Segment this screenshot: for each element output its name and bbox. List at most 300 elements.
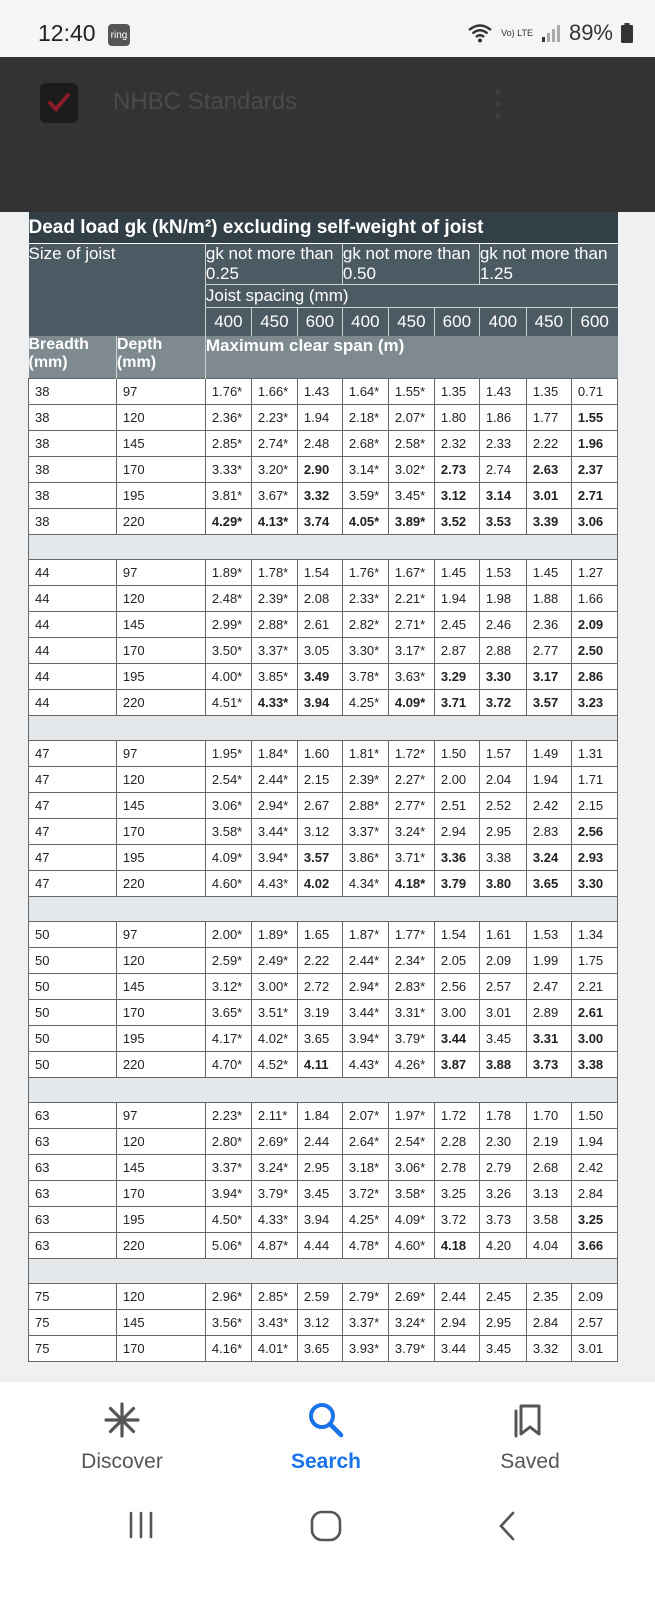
table-title: Dead load gk (kN/m²) excluding self-weight of joist (29, 212, 618, 244)
span-cell: 4.78* (342, 1233, 388, 1259)
table-row (29, 845, 618, 871)
span-cell: 3.67* (251, 483, 297, 509)
span-cell: 2.99* (205, 612, 251, 638)
span-cell: 1.94 (571, 1129, 617, 1155)
span-cell: 3.44* (342, 1000, 388, 1026)
span-cell: 2.94 (434, 819, 479, 845)
span-cell: 2.64* (342, 1129, 388, 1155)
span-cell: 3.59* (342, 483, 388, 509)
recent-apps-icon[interactable] (128, 1510, 154, 1540)
span-cell: 1.67* (388, 560, 434, 586)
span-cell: 3.80 (479, 871, 526, 897)
span-cell: 2.71 (571, 483, 617, 509)
span-cell: 1.71 (571, 767, 617, 793)
span-cell: 4.43* (342, 1052, 388, 1078)
span-cell: 1.86 (479, 405, 526, 431)
span-cell: 3.19 (297, 1000, 342, 1026)
table-row (29, 793, 618, 819)
status-indicators (467, 20, 633, 46)
span-cell: 3.45* (388, 483, 434, 509)
span-cell: 3.93* (342, 1336, 388, 1362)
depth-cell: 97 (116, 560, 205, 586)
spacing-header: 450 (526, 308, 571, 337)
status-bar (0, 0, 655, 57)
depth-cell: 220 (116, 509, 205, 535)
span-cell: 3.56* (205, 1310, 251, 1336)
breadth-cell: 38 (29, 509, 117, 535)
max-span-header: Maximum clear span (m) (205, 336, 617, 379)
span-cell: 2.95 (479, 1310, 526, 1336)
table-row (29, 431, 618, 457)
span-cell: 1.61 (479, 922, 526, 948)
span-cell: 2.48* (205, 586, 251, 612)
span-cell: 1.84* (251, 741, 297, 767)
span-cell: 3.14* (342, 457, 388, 483)
span-cell: 2.56 (571, 819, 617, 845)
table-row (29, 922, 618, 948)
app-title: NHBC Standards (113, 88, 298, 115)
group-separator (29, 1078, 618, 1103)
span-cell: 3.14 (479, 483, 526, 509)
span-cell: 3.49 (297, 664, 342, 690)
span-cell: 3.24* (388, 1310, 434, 1336)
span-cell: 2.90 (297, 457, 342, 483)
span-cell: 2.00 (434, 767, 479, 793)
span-cell: 2.09 (479, 948, 526, 974)
span-cell: 2.88* (251, 612, 297, 638)
span-cell: 3.32 (297, 483, 342, 509)
nav-search[interactable] (256, 1382, 396, 1474)
span-cell: 2.56 (434, 974, 479, 1000)
table-row (29, 1233, 618, 1259)
span-cell: 4.34* (342, 871, 388, 897)
span-cell: 1.50 (571, 1103, 617, 1129)
span-cell: 3.87 (434, 1052, 479, 1078)
span-cell: 2.28 (434, 1129, 479, 1155)
span-cell: 2.74* (251, 431, 297, 457)
span-cell: 3.30 (479, 664, 526, 690)
span-cell: 3.89* (388, 509, 434, 535)
span-cell: 2.39* (342, 767, 388, 793)
table-row (29, 974, 618, 1000)
span-cell: 2.82* (342, 612, 388, 638)
depth-cell: 220 (116, 1233, 205, 1259)
breadth-cell: 50 (29, 1000, 117, 1026)
span-cell: 3.58 (526, 1207, 571, 1233)
nav-saved[interactable] (460, 1382, 600, 1474)
span-cell: 3.94* (342, 1026, 388, 1052)
span-cell: 2.89 (526, 1000, 571, 1026)
span-cell: 1.45 (434, 560, 479, 586)
breadth-cell: 47 (29, 793, 117, 819)
span-cell: 3.00 (571, 1026, 617, 1052)
span-cell: 3.06* (388, 1155, 434, 1181)
span-cell: 3.17 (526, 664, 571, 690)
depth-cell: 170 (116, 1336, 205, 1362)
depth-cell: 145 (116, 431, 205, 457)
span-cell: 2.95 (479, 819, 526, 845)
depth-cell: 195 (116, 664, 205, 690)
span-cell: 1.64* (342, 379, 388, 405)
span-cell: 4.44 (297, 1233, 342, 1259)
span-cell: 1.65 (297, 922, 342, 948)
back-icon[interactable] (497, 1510, 517, 1542)
spacing-header: 600 (297, 308, 342, 337)
table-row (29, 405, 618, 431)
breadth-cell: 44 (29, 586, 117, 612)
span-cell: 1.89* (251, 922, 297, 948)
table-row (29, 948, 618, 974)
span-cell: 4.16* (205, 1336, 251, 1362)
breadth-cell: 63 (29, 1181, 117, 1207)
table-row (29, 1310, 618, 1336)
depth-cell: 120 (116, 767, 205, 793)
span-cell: 3.44 (434, 1336, 479, 1362)
span-cell: 2.23* (205, 1103, 251, 1129)
span-cell: 2.94* (251, 793, 297, 819)
bottom-navigation (0, 1382, 655, 1600)
table-row (29, 509, 618, 535)
span-cell: 1.43 (479, 379, 526, 405)
span-cell: 3.79* (388, 1026, 434, 1052)
span-cell: 3.37* (342, 819, 388, 845)
depth-cell: 195 (116, 845, 205, 871)
span-cell: 3.50* (205, 638, 251, 664)
depth-cell: 170 (116, 1181, 205, 1207)
span-cell: 4.09* (388, 1207, 434, 1233)
span-cell: 4.04 (526, 1233, 571, 1259)
table-row (29, 586, 618, 612)
span-cell: 3.86* (342, 845, 388, 871)
span-cell: 2.84 (526, 1310, 571, 1336)
span-cell: 3.58* (388, 1181, 434, 1207)
table-row (29, 1284, 618, 1310)
span-cell: 3.24* (388, 819, 434, 845)
depth-cell: 120 (116, 405, 205, 431)
span-cell: 2.07* (342, 1103, 388, 1129)
breadth-cell: 50 (29, 974, 117, 1000)
bookmarks-icon (510, 1400, 550, 1440)
depth-cell: 120 (116, 1284, 205, 1310)
span-cell: 5.06* (205, 1233, 251, 1259)
span-cell: 2.18* (342, 405, 388, 431)
span-cell: 2.44 (297, 1129, 342, 1155)
span-cell: 3.06 (571, 509, 617, 535)
span-cell: 3.24* (251, 1155, 297, 1181)
span-cell: 3.00* (251, 974, 297, 1000)
table-row (29, 1207, 618, 1233)
span-cell: 4.11 (297, 1052, 342, 1078)
depth-cell: 220 (116, 690, 205, 716)
spacing-header: 600 (434, 308, 479, 337)
breadth-cell: 38 (29, 457, 117, 483)
asterisk-icon (102, 1400, 142, 1440)
breadth-cell: 75 (29, 1310, 117, 1336)
span-cell: 3.30 (571, 871, 617, 897)
spacing-header: 400 (479, 308, 526, 337)
depth-cell: 145 (116, 974, 205, 1000)
span-cell: 3.06* (205, 793, 251, 819)
span-cell: 3.65 (526, 871, 571, 897)
depth-cell: 120 (116, 586, 205, 612)
span-cell: 1.53 (479, 560, 526, 586)
span-cell: 3.13 (526, 1181, 571, 1207)
content-area (0, 212, 655, 1408)
span-cell: 2.00* (205, 922, 251, 948)
depth-header: Depth (mm) (116, 336, 205, 379)
span-cell: 2.57 (479, 974, 526, 1000)
span-cell: 1.96 (571, 431, 617, 457)
span-cell: 2.50 (571, 638, 617, 664)
span-cell: 2.27* (388, 767, 434, 793)
span-cell: 3.45 (297, 1181, 342, 1207)
span-cell: 1.66 (571, 586, 617, 612)
span-cell: 3.31 (526, 1026, 571, 1052)
span-cell: 1.54 (434, 922, 479, 948)
breadth-cell: 47 (29, 819, 117, 845)
size-of-joist-header: Size of joist (29, 244, 206, 337)
span-cell: 4.33* (251, 690, 297, 716)
spacing-header: 400 (205, 308, 251, 337)
span-cell: 1.27 (571, 560, 617, 586)
span-cell: 2.72 (297, 974, 342, 1000)
span-cell: 3.71 (434, 690, 479, 716)
span-cell: 1.81* (342, 741, 388, 767)
span-cell: 4.09* (205, 845, 251, 871)
span-cell: 1.94 (297, 405, 342, 431)
span-cell: 2.44* (251, 767, 297, 793)
span-cell: 1.87* (342, 922, 388, 948)
span-cell: 3.38 (571, 1052, 617, 1078)
span-cell: 2.88* (342, 793, 388, 819)
span-cell: 3.58* (205, 819, 251, 845)
span-cell: 4.25* (342, 1207, 388, 1233)
span-cell: 2.52 (479, 793, 526, 819)
span-cell: 2.93 (571, 845, 617, 871)
span-cell: 3.02* (388, 457, 434, 483)
span-cell: 3.63* (388, 664, 434, 690)
span-cell: 2.85* (251, 1284, 297, 1310)
span-cell: 1.57 (479, 741, 526, 767)
nav-search-label: Search (290, 1450, 362, 1473)
span-cell: 0.71 (571, 379, 617, 405)
span-cell: 2.42 (571, 1155, 617, 1181)
span-cell: 4.02* (251, 1026, 297, 1052)
span-cell: 4.13* (251, 509, 297, 535)
span-cell: 2.85* (205, 431, 251, 457)
table-row (29, 1129, 618, 1155)
span-cell: 3.79* (251, 1181, 297, 1207)
span-cell: 2.44* (342, 948, 388, 974)
span-cell: 2.36* (205, 405, 251, 431)
battery-icon (621, 23, 633, 43)
span-cell: 2.67 (297, 793, 342, 819)
span-cell: 2.77 (526, 638, 571, 664)
span-cell: 3.30* (342, 638, 388, 664)
span-cell: 4.17* (205, 1026, 251, 1052)
breadth-cell: 47 (29, 845, 117, 871)
signal-icon (541, 23, 561, 43)
breadth-cell: 44 (29, 690, 117, 716)
home-icon[interactable] (310, 1510, 342, 1542)
span-cell: 2.61 (571, 1000, 617, 1026)
app-bar (0, 57, 655, 212)
span-cell: 3.32 (526, 1336, 571, 1362)
span-cell: 3.31* (388, 1000, 434, 1026)
span-cell: 1.72* (388, 741, 434, 767)
span-cell: 4.18* (388, 871, 434, 897)
span-cell: 2.77* (388, 793, 434, 819)
span-cell: 2.36 (526, 612, 571, 638)
span-cell: 2.11* (251, 1103, 297, 1129)
span-cell: 1.95* (205, 741, 251, 767)
span-cell: 2.39* (251, 586, 297, 612)
load-group-header: gk not more than 1.25 (479, 244, 617, 285)
span-cell: 1.31 (571, 741, 617, 767)
depth-cell: 170 (116, 457, 205, 483)
table-row (29, 767, 618, 793)
depth-cell: 170 (116, 638, 205, 664)
span-cell: 3.65* (205, 1000, 251, 1026)
nav-discover[interactable] (52, 1382, 192, 1474)
span-cell: 4.26* (388, 1052, 434, 1078)
span-cell: 4.60* (388, 1233, 434, 1259)
span-cell: 3.17* (388, 638, 434, 664)
depth-cell: 195 (116, 1026, 205, 1052)
span-cell: 3.39 (526, 509, 571, 535)
span-cell: 2.22 (526, 431, 571, 457)
more-vertical-icon[interactable] (494, 89, 502, 123)
span-cell: 2.15 (297, 767, 342, 793)
span-cell: 2.94* (342, 974, 388, 1000)
span-cell: 3.25 (434, 1181, 479, 1207)
span-cell: 2.57 (571, 1310, 617, 1336)
breadth-header: Breadth (mm) (29, 336, 117, 379)
breadth-cell: 38 (29, 379, 117, 405)
breadth-cell: 38 (29, 431, 117, 457)
depth-cell: 145 (116, 612, 205, 638)
span-cell: 2.59 (297, 1284, 342, 1310)
span-cell: 3.94 (297, 1207, 342, 1233)
span-cell: 3.00 (434, 1000, 479, 1026)
depth-cell: 120 (116, 1129, 205, 1155)
span-cell: 2.04 (479, 767, 526, 793)
span-cell: 4.51* (205, 690, 251, 716)
span-cell: 3.37* (205, 1155, 251, 1181)
span-cell: 2.83 (526, 819, 571, 845)
breadth-cell: 63 (29, 1155, 117, 1181)
span-cell: 3.43* (251, 1310, 297, 1336)
span-cell: 3.78* (342, 664, 388, 690)
group-separator (29, 535, 618, 560)
span-cell: 2.78 (434, 1155, 479, 1181)
span-cell: 2.47 (526, 974, 571, 1000)
breadth-cell: 50 (29, 1052, 117, 1078)
span-cell: 1.35 (434, 379, 479, 405)
search-icon (306, 1400, 346, 1440)
span-cell: 2.79 (479, 1155, 526, 1181)
span-cell: 3.33* (205, 457, 251, 483)
table-row (29, 1336, 618, 1362)
span-cell: 3.45 (479, 1026, 526, 1052)
breadth-cell: 75 (29, 1284, 117, 1310)
span-cell: 2.71* (388, 612, 434, 638)
span-cell: 2.59* (205, 948, 251, 974)
span-cell: 3.12 (297, 1310, 342, 1336)
span-cell: 1.35 (526, 379, 571, 405)
breadth-cell: 63 (29, 1233, 117, 1259)
span-cell: 3.36 (434, 845, 479, 871)
span-cell: 2.33 (479, 431, 526, 457)
span-cell: 2.32 (434, 431, 479, 457)
span-cell: 4.50* (205, 1207, 251, 1233)
span-cell: 2.80* (205, 1129, 251, 1155)
span-cell: 3.73 (479, 1207, 526, 1233)
breadth-cell: 50 (29, 922, 117, 948)
span-cell: 3.73 (526, 1052, 571, 1078)
span-cell: 3.38 (479, 845, 526, 871)
span-cell: 3.01 (526, 483, 571, 509)
depth-cell: 145 (116, 1310, 205, 1336)
breadth-cell: 44 (29, 664, 117, 690)
span-cell: 1.53 (526, 922, 571, 948)
breadth-cell: 75 (29, 1336, 117, 1362)
spacing-header: 600 (571, 308, 617, 337)
span-cell: 4.52* (251, 1052, 297, 1078)
table-row (29, 741, 618, 767)
depth-cell: 195 (116, 1207, 205, 1233)
spacing-header: 450 (388, 308, 434, 337)
table-row (29, 457, 618, 483)
group-separator (29, 716, 618, 741)
depth-cell: 120 (116, 948, 205, 974)
span-cell: 3.44 (434, 1026, 479, 1052)
span-cell: 1.97* (388, 1103, 434, 1129)
breadth-cell: 47 (29, 767, 117, 793)
span-cell: 2.37 (571, 457, 617, 483)
breadth-cell: 50 (29, 1026, 117, 1052)
span-cell: 1.76* (342, 560, 388, 586)
span-cell: 2.22 (297, 948, 342, 974)
table-row (29, 638, 618, 664)
table-row (29, 483, 618, 509)
depth-cell: 97 (116, 1103, 205, 1129)
breadth-cell: 38 (29, 483, 117, 509)
span-cell: 4.18 (434, 1233, 479, 1259)
breadth-cell: 50 (29, 948, 117, 974)
volte-icon: Vo) LTE (501, 28, 533, 38)
span-cell: 4.29* (205, 509, 251, 535)
span-cell: 1.88 (526, 586, 571, 612)
span-cell: 3.12* (205, 974, 251, 1000)
span-cell: 3.71* (388, 845, 434, 871)
span-cell: 2.34* (388, 948, 434, 974)
span-cell: 3.94 (297, 690, 342, 716)
span-cell: 4.43* (251, 871, 297, 897)
span-cell: 2.58* (388, 431, 434, 457)
table-row (29, 819, 618, 845)
span-cell: 4.25* (342, 690, 388, 716)
breadth-cell: 44 (29, 638, 117, 664)
table-row (29, 1103, 618, 1129)
span-cell: 1.66* (251, 379, 297, 405)
span-cell: 3.37* (251, 638, 297, 664)
span-cell: 2.19 (526, 1129, 571, 1155)
span-cell: 3.57 (526, 690, 571, 716)
span-cell: 2.49* (251, 948, 297, 974)
clock: 12:40 (38, 20, 96, 46)
span-cell: 2.54* (205, 767, 251, 793)
